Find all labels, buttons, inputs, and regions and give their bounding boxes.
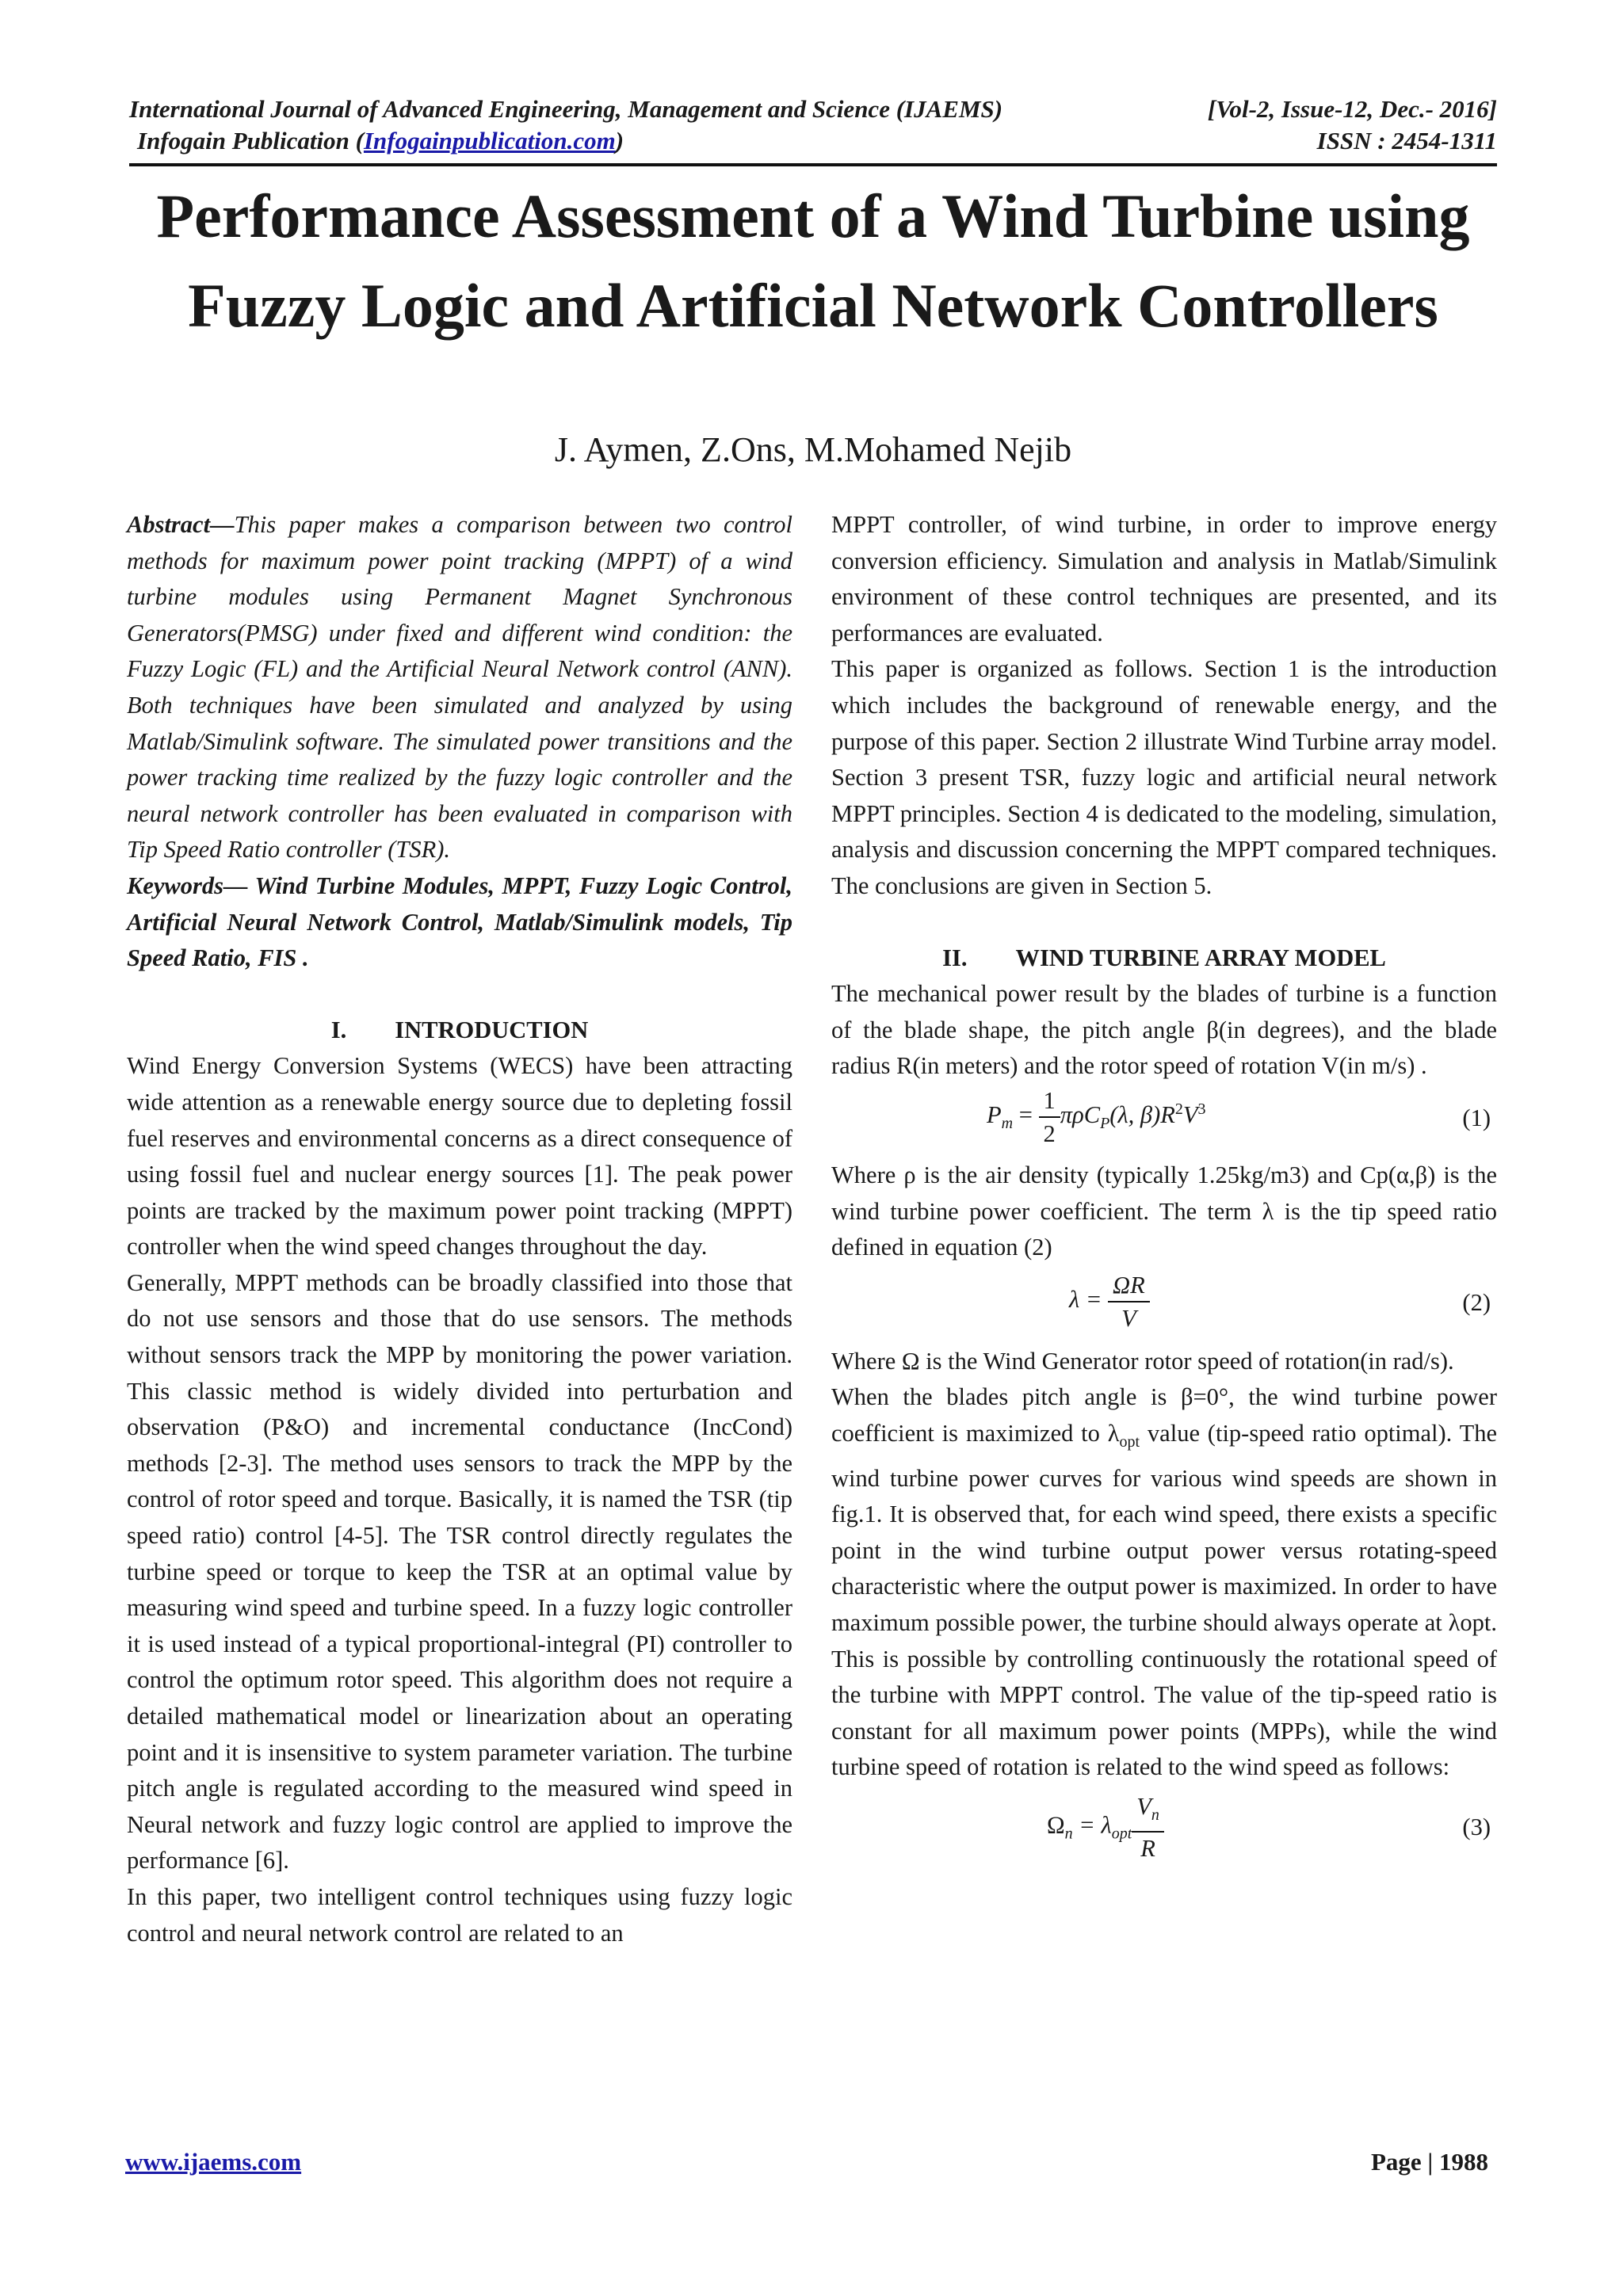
abstract-label: Abstract— — [127, 511, 235, 538]
intro-paragraph: In this paper, two intelligent control techniques using fuzzy logic control and neural network control are related to an — [127, 1882, 792, 1947]
authors: J. Aymen, Z.Ons, M.Mohamed Nejib — [554, 430, 1072, 469]
model-paragraph: The mechanical power result by the blades of turbine is a function of the blade shape, the pitch angle β(in degrees), and the blade radius R(in meters) and the rotor speed of rotation V(in m/s) . — [831, 980, 1497, 1080]
volume-info: [Vol-2, Issue-12, Dec.- 2016] — [1207, 95, 1497, 123]
model-paragraph: Where ρ is the air density (typically 1.25kg/m3) and Cp(α,β) is the wind turbine power coefficient. The term λ is the tip speed ratio defined in equation (2) — [831, 1161, 1497, 1261]
equation-number: (3) — [1462, 1813, 1491, 1840]
equation-number: (1) — [1462, 1104, 1491, 1131]
intro-paragraph: This paper is organized as follows. Section 1 is the introduction which includes the background of renewable energy, and the purpose of this paper. Section 2 illustrate Wind Turbine array model. Section 3 present TSR, fuzzy logic and artificial neural network MPPT principles. Section 4 is dedicated to the modeling, simulation, analysis and discussion concerning the MPPT compared techniques. The conclusions are given in Section 5. — [831, 655, 1497, 899]
keywords-label: Keywords— — [127, 871, 248, 899]
page-number: Page | 1988 — [1370, 2148, 1488, 2176]
equation-number: (2) — [1462, 1288, 1491, 1316]
model-paragraph: When the blades pitch angle is β=0°, the wind turbine power coefficient is maximized to $\lambda_{opt}$ value (tip-speed ratio optimal). The wind turbine power curves for various wind speeds are shown in fig.1. It is observed that, for each wind speed, there exists a specific point in the wind turbine output power versus rotating-speed characteristic where the output power is maximized. In order to have maximum possible power, the turbine should always operate at λopt. This is possible by controlling continuously the rotational speed of the turbine with MPPT control. The value of the tip-speed ratio is constant for all maximum power points (MPPs), while the wind turbine speed of rotation is related to the wind speed as follows: — [831, 1383, 1497, 1781]
keywords — [127, 868, 792, 977]
equation-1: $P_m$ = $\frac{1}{2}$ πρC$_P$(λ, $\beta)R^2V^3$ (1) — [831, 1085, 1497, 1158]
running-header — [129, 93, 1497, 157]
keywords-text: Wind Turbine Modules, MPPT, Fuzzy Logic Control, Artificial Neural Network Control, Matlab/Simulink models, Tip Speed Ratio, FIS . — [127, 871, 793, 972]
issn: ISSN : 2454-1311 — [1316, 127, 1497, 154]
equation-2: λ = $\frac{\Omega R}{V}$ (2) — [831, 1266, 1497, 1344]
left-column — [127, 507, 792, 1951]
section-heading-wind-turbine-model: II. WIND TURBINE ARRAY MODEL — [942, 944, 1386, 971]
publisher-link[interactable]: Infogainpublication.com — [363, 127, 616, 154]
equation-3: $\Omega_n = \lambda_{opt}$ $\frac{V_n}{R}$ (3) — [831, 1786, 1497, 1865]
header-rule — [129, 163, 1497, 166]
model-paragraph: Where Ω is the Wind Generator rotor speed of rotation(in rad/s). — [831, 1347, 1454, 1375]
section-heading-introduction: I. INTRODUCTION — [330, 1016, 589, 1043]
abstract — [127, 507, 792, 868]
publisher-line: Infogain Publication (Infogainpublication.com) — [137, 127, 624, 154]
intro-paragraph: Generally, MPPT methods can be broadly classified into those that do not use sensors and those that do use sensors. The methods without sensors track the MPP by monitoring the power variation. This classic method is widely divided into perturbation and observation (P&O) and incremental conductance (IncCond) methods [2-3]. The method uses sensors to track the MPP by the control of rotor speed and torque. Basically, it is named the TSR (tip speed ratio) control [4-5]. The TSR control directly regulates the turbine speed or torque to keep the TSR at an optimal value by measuring wind speed and turbine speed. In a fuzzy logic controller it is used instead of a typical proportional-integral (PI) controller to control the optimum rotor speed. This algorithm does not require a detailed mathematical model or linearization about an operating point and it is insensitive to system parameter variation. The turbine pitch angle is regulated according to the measured wind speed in Neural network and fuzzy logic control are applied to improve the performance [6]. — [127, 1268, 792, 1875]
intro-paragraph: MPPT controller, of wind turbine, in order to improve energy conversion efficiency. Simulation and analysis in Matlab/Simulink environment of these control techniques are presented, and its performances are evaluated. — [831, 511, 1497, 646]
intro-paragraph: Wind Energy Conversion Systems (WECS) have been attracting wide attention as a renewable energy source due to depleting fossil fuel reserves and environmental concerns as a direct consequence of using fossil fuel and nuclear energy sources [1]. The peak power points are tracked by the maximum power point tracking (MPPT) controller when the wind speed changes throughout the day. — [127, 1052, 792, 1261]
right-column — [831, 507, 1497, 1865]
abstract-text: This paper makes a comparison between two control methods for maximum power point tracking (MPPT) of a wind turbine modules using Permanent Magnet Synchronous Generators(PMSG) under fixed and different wind condition: the Fuzzy Logic (FL) and the Artificial Neural Network control (ANN). Both techniques have been simulated and analyzed by using Matlab/Simulink software. The simulated power transitions and the power tracking time realized by the fuzzy logic controller and the neural network controller has been evaluated in comparison with Tip Speed Ratio controller (TSR). — [127, 511, 792, 864]
paper-title: Performance Assessment of a Wind Turbine using Fuzzy Logic and Artificial Network Controllers — [156, 181, 1470, 340]
journal-name: International Journal of Advanced Engineering, Management and Science (IJAEMS) — [129, 95, 1003, 123]
footer-link[interactable]: www.ijaems.com — [125, 2148, 302, 2176]
